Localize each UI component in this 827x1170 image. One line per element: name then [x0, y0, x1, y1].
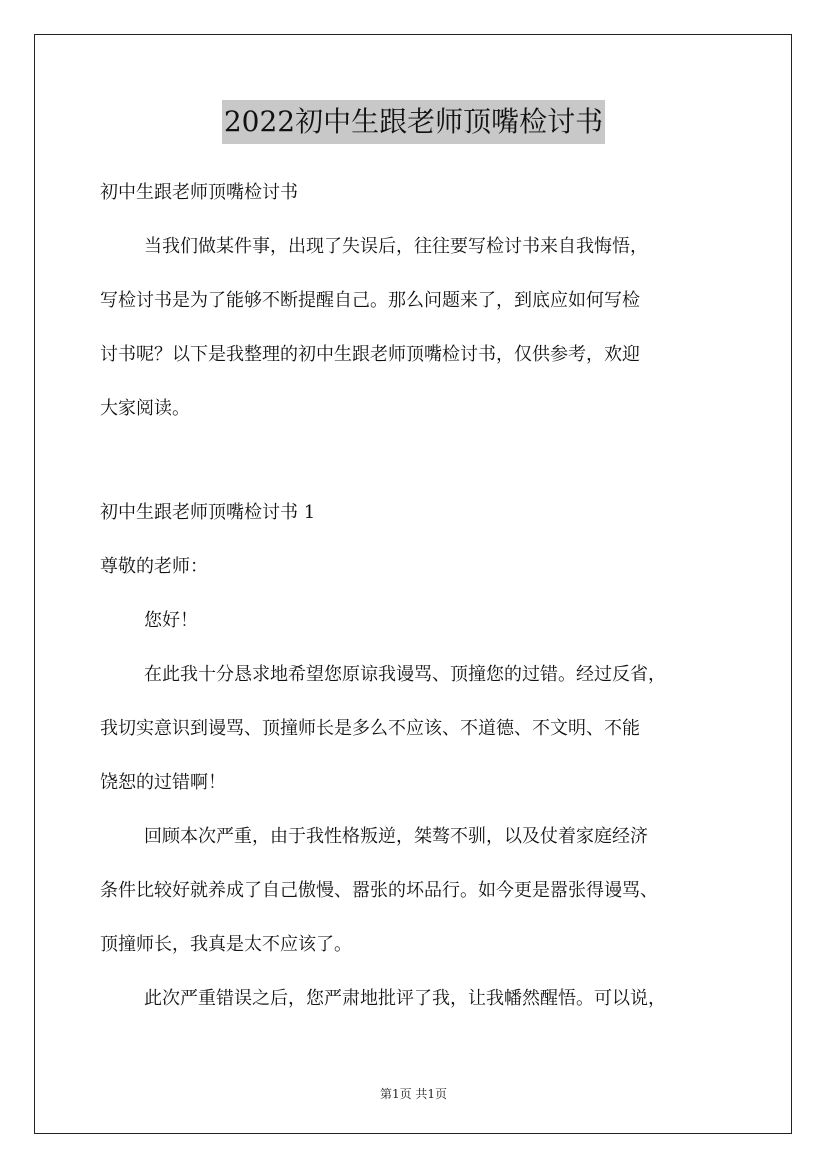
section-heading: 初中生跟老师顶嘴检讨书 1 [100, 502, 316, 523]
title-container [0, 100, 827, 144]
paragraph-line: 饶恕的过错啊！ [100, 772, 226, 793]
blank-line [100, 440, 740, 490]
paragraph-line: 在此我十分恳求地希望您原谅我谩骂、顶撞您的过错。经过反省， [144, 664, 666, 685]
intro-line: 讨书呢？以下是我整理的初中生跟老师顶嘴检讨书，仅供参考，欢迎 [100, 344, 640, 365]
document-body [100, 170, 740, 1030]
intro-line: 写检讨书是为了能够不断提醒自己。那么问题来了，到底应如何写检 [100, 290, 640, 311]
salutation: 尊敬的老师： [100, 556, 208, 577]
paragraph-line: 此次严重错误之后，您严肃地批评了我，让我幡然醒悟。可以说， [144, 988, 666, 1009]
intro-line: 当我们做某件事，出现了失误后，往往要写检讨书来自我悔悟， [144, 236, 648, 257]
page-footer: 第1页 共1页 [379, 1087, 448, 1101]
paragraph-line: 回顾本次严重，由于我性格叛逆，桀骜不驯，以及仗着家庭经济 [144, 826, 648, 847]
paragraph-line: 顶撞师长，我真是太不应该了。 [100, 934, 352, 955]
intro-line: 大家阅读。 [100, 398, 190, 419]
document-subtitle: 初中生跟老师顶嘴检讨书 [100, 182, 298, 203]
document-title: 2022初中生跟老师顶嘴检讨书 [222, 100, 605, 144]
greeting: 您好！ [144, 610, 198, 631]
paragraph-line: 我切实意识到谩骂、顶撞师长是多么不应该、不道德、不文明、不能 [100, 718, 640, 739]
paragraph-line: 条件比较好就养成了自己傲慢、嚣张的坏品行。如今更是嚣张得谩骂、 [100, 880, 658, 901]
